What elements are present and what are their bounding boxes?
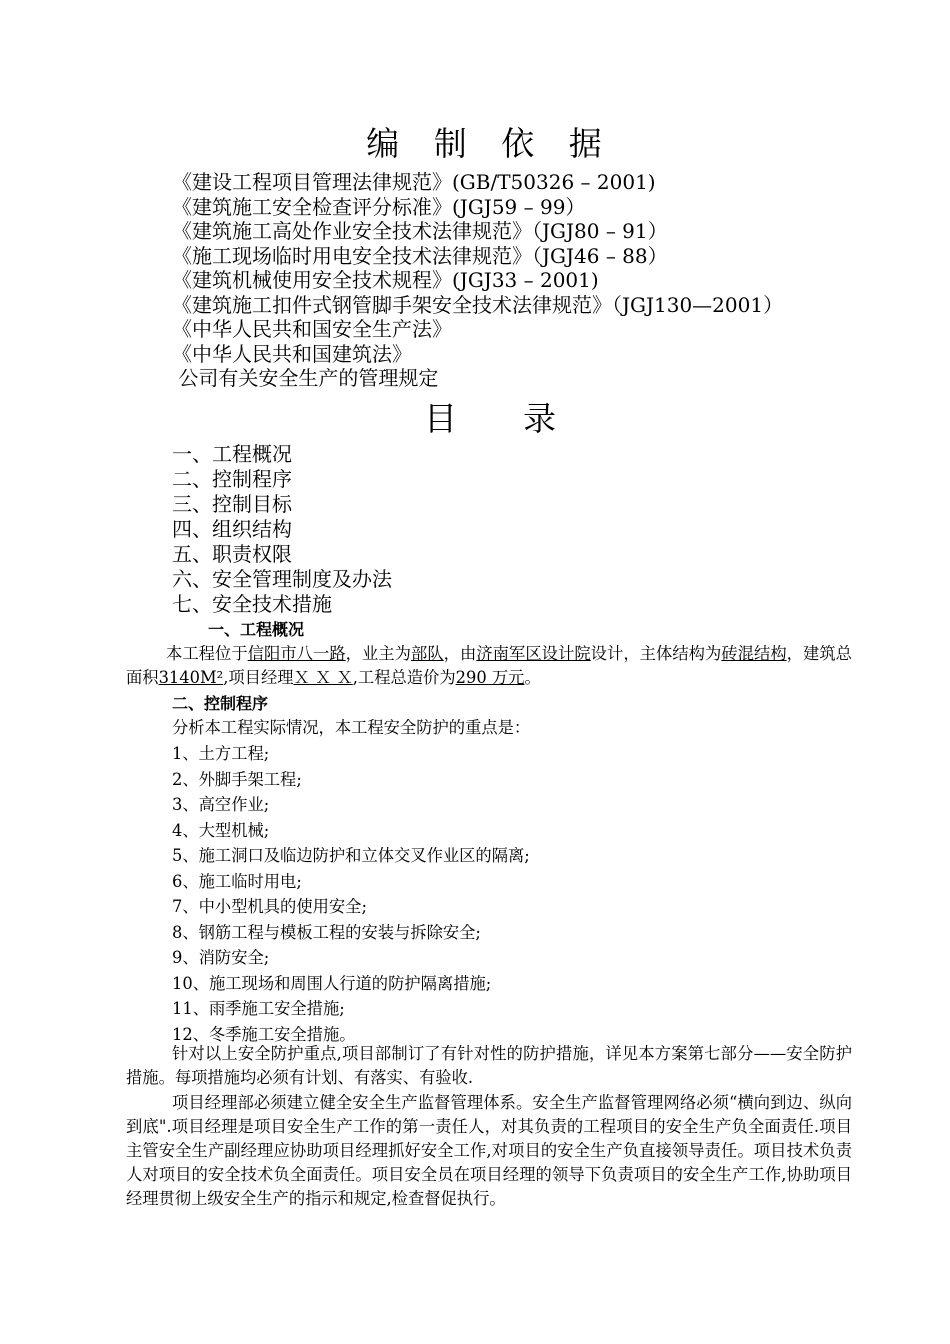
list-item: 11、雨季施工安全措施; [172,999,345,1018]
toc-item: 五、职责权限 [172,542,292,566]
toc-item: 七、安全技术措施 [172,592,332,616]
list-item: 5、施工洞口及临边防护和立体交叉作业区的隔离; [172,846,530,865]
list-item: 10、施工现场和周围人行道的防护隔离措施; [172,973,492,993]
basis-item: 《建设工程项目管理法律规范》(GB/T50326 – 2001) [172,170,656,194]
basis-item: 《中华人民共和国建筑法》 [172,341,412,366]
safety-focus-list [172,741,530,1047]
text-run: 。 [524,668,541,687]
owner-value: 部队 [411,644,444,663]
manager-value: Ｘ Ｘ Ｘ [293,668,353,687]
list-item: 7、中小型机具的使用安全; [172,897,367,916]
designer-value: 济南军区设计院 [476,644,591,663]
text-run: ，建筑总面积 [126,644,852,687]
toc-title-right: 录 [523,399,556,438]
basis-item: 《建筑施工安全检查评分标准》(JGJ59 – 99） [172,194,586,219]
section1-heading: 一、工程概况 [208,620,305,639]
cost-value: 290 万元 [455,668,525,687]
list-item: 3、高空作业; [172,795,270,814]
toc-item: 四、组织结构 [172,517,292,541]
text-run: 设计，主体结构为 [590,644,722,663]
project-overview-paragraph [126,642,852,690]
basis-item: 《建筑施工高处作业安全技术法律规范》（JGJ80 – 91） [172,219,668,243]
location-value: 信阳市八一路 [247,644,346,663]
toc-list [172,442,392,617]
basis-item: 《施工现场临时用电安全技术法律规范》（JGJ46 – 88） [172,243,668,268]
list-item: 6、施工临时用电; [172,871,302,891]
list-item: 2、外脚手架工程; [172,769,302,789]
measures-paragraph: 针对以上安全防护重点,项目部制订了有针对性的防护措施，详见本方案第七部分——安全防护措施。每项措施均必须有计划、有落实、有验收. [126,1044,852,1087]
list-item: 12、冬季施工安全措施。 [172,1024,356,1044]
basis-list [172,170,783,391]
text-run: ，由 [443,644,477,663]
basis-item: 《中华人民共和国安全生产法》 [172,317,452,341]
toc-item: 二、控制程序 [172,467,292,491]
analysis-line: 分析本工程实际情况，本工程安全防护的重点是： [172,718,531,737]
document-title: 编 制 依 据 [366,124,614,163]
text-run: 本工程位于 [166,644,248,663]
list-item: 9、消防安全; [172,948,270,967]
toc-title [0,397,950,441]
text-run: ，业主为 [345,644,411,663]
area-value: 3140M² [158,668,224,687]
basis-item: 《建筑机械使用安全技术规程》(JGJ33 – 2001) [172,268,599,292]
basis-item: 《建筑施工扣件式钢管脚手架安全技术法律规范》（JGJ130—2001） [172,292,784,317]
list-item: 8、钢筋工程与模板工程的安装与拆除安全; [172,922,481,942]
text-run: ,项目经理 [223,668,294,687]
text-run: ,工程总造价为 [352,668,456,687]
toc-item: 六、安全管理制度及办法 [172,567,392,591]
basis-item: 公司有关安全生产的管理规定 [172,366,439,390]
toc-item: 一、工程概况 [172,442,292,466]
structure-value: 砖混结构 [721,644,787,663]
section2-heading: 二、控制程序 [172,694,269,713]
list-item: 4、大型机械; [172,820,270,840]
toc-item: 三、控制目标 [172,492,292,516]
supervision-paragraph: 项目经理部必须建立健全安全生产监督管理体系。安全生产监督管理网络必须“横向到边、纵向到底".项目经理是项目安全生产工作的第一责任人，对其负责的工程项目的安全生产负全面责任.项目主管安全生产副经理应协助项目经理抓好安全工作,对项目的安全生产负直接领导责任。项目技术负责人对项目的安全技术负全面责任。项目安全员在项目经理的领导下负责项目的安全生产工作,协助项目经理贯彻上级安全生产的指示和规定,检查督促执行。 [126,1093,852,1208]
list-item: 1、土方工程; [172,744,270,763]
toc-title-left: 目 [424,399,457,438]
